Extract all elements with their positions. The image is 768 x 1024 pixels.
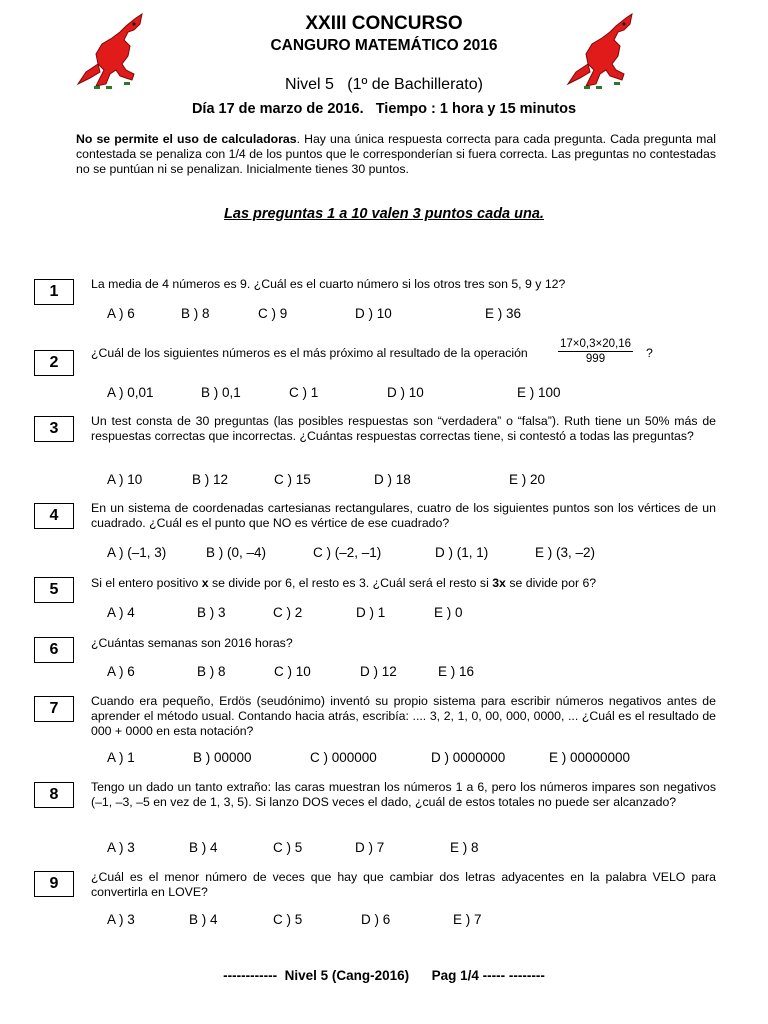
- option-a[interactable]: A ) 1: [107, 750, 135, 765]
- contest-subtitle: CANGURO MATEMÁTICO 2016: [270, 37, 498, 54]
- option-e[interactable]: E ) 20: [509, 472, 546, 487]
- option-c[interactable]: C ) (–2, –1): [313, 545, 382, 560]
- question-text: Cuando era pequeño, Erdös (seudónimo) inventó su propio sistema para escribir números negativos antes de aprender el método usual. Contando hacia atrás, escribía: .... 3, 2, 1, 0, 00, 000, 0000, ... ¿Cuál es el resultado de 000 + 0000 en esta notación?: [91, 694, 716, 738]
- question-number-box: 4: [34, 503, 74, 529]
- option-a[interactable]: A ) 3: [107, 840, 135, 855]
- question-text: Tengo un dado un tanto extraño: las caras muestran los números 1 a 6, pero los números impares son negativos (–1, –3, –5 en vez de 1, 3, 5). Si lanzo DOS veces el dado, ¿cuál de estos totales no puede ser alcanzado?: [91, 780, 716, 809]
- question-text: En un sistema de coordenadas cartesianas rectangulares, cuatro de los siguientes puntos son los vértices de un cuadrado. ¿Cuál es el punto que NO es vértice de ese cuadrado?: [91, 501, 716, 530]
- option-e[interactable]: E ) 8: [450, 840, 479, 855]
- option-c[interactable]: C ) 5: [273, 912, 303, 927]
- option-a[interactable]: A ) 4: [107, 605, 135, 620]
- variable-3x: 3x: [492, 576, 506, 590]
- fraction: [558, 338, 633, 365]
- option-b[interactable]: B ) 4: [189, 840, 218, 855]
- option-c[interactable]: C ) 10: [274, 664, 311, 679]
- page-footer: ------------ Nivel 5 (Cang-2016) Pag 1/4 ----- --------: [223, 968, 545, 983]
- option-e[interactable]: E ) 16: [438, 664, 475, 679]
- question-number-box: 5: [34, 577, 74, 603]
- option-b[interactable]: B ) 4: [189, 912, 218, 927]
- rules-text: . Hay una única respuesta correcta para cada pregunta. Cada pregunta mal contestada se penaliza con 1/4 de los puntos que le corresponderían si fuera correcta. Las preguntas no contestadas no se puntúan ni se penalizan. Inicialmente tienes 30 puntos.: [76, 132, 716, 176]
- option-a[interactable]: A ) 0,01: [107, 385, 154, 400]
- option-a[interactable]: A ) (–1, 3): [107, 545, 167, 560]
- option-e[interactable]: E ) (3, –2): [535, 545, 596, 560]
- option-c[interactable]: C ) 5: [273, 840, 303, 855]
- level-label: Nivel 5 (1º de Bachillerato): [285, 76, 483, 93]
- option-e[interactable]: E ) 00000000: [549, 750, 631, 765]
- option-c[interactable]: C ) 000000: [310, 750, 377, 765]
- option-b[interactable]: B ) (0, –4): [206, 545, 267, 560]
- question-number-box: 1: [34, 279, 74, 305]
- question-text: ¿Cuál es el menor número de veces que hay que cambiar dos letras adyacentes en la palabra VELO para convertirla en LOVE?: [91, 870, 716, 899]
- option-d[interactable]: D ) 18: [374, 472, 411, 487]
- variable-x: x: [201, 576, 209, 590]
- contest-title: XXIII CONCURSO: [305, 13, 463, 34]
- option-a[interactable]: A ) 10: [107, 472, 143, 487]
- option-a[interactable]: A ) 6: [107, 306, 135, 321]
- option-b[interactable]: B ) 3: [197, 605, 226, 620]
- question-text: Un test consta de 30 preguntas (las posibles respuestas son “verdadera” o “falsa”). Ruth tiene un 50% más de respuestas correctas que incorrectas. ¿Cuántas respuestas correctas tiene, si contestó a todas las preguntas?: [91, 414, 716, 443]
- question-number-box: 7: [34, 696, 74, 722]
- option-b[interactable]: B ) 0,1: [201, 385, 241, 400]
- question-suffix: ?: [646, 346, 653, 360]
- question-text: ¿Cuántas semanas son 2016 horas?: [91, 636, 293, 650]
- option-c[interactable]: C ) 2: [273, 605, 303, 620]
- option-a[interactable]: A ) 6: [107, 664, 135, 679]
- option-d[interactable]: D ) 6: [361, 912, 391, 927]
- option-d[interactable]: D ) 0000000: [431, 750, 506, 765]
- option-d[interactable]: D ) (1, 1): [435, 545, 489, 560]
- rules-paragraph: [76, 132, 716, 177]
- option-e[interactable]: E ) 36: [485, 306, 522, 321]
- fraction-numerator: 17×0,3×20,16: [560, 338, 631, 350]
- option-c[interactable]: C ) 1: [289, 385, 319, 400]
- question-number-box: 9: [34, 871, 74, 897]
- question-number-box: 3: [34, 416, 74, 442]
- section-title: Las preguntas 1 a 10 valen 3 puntos cada una.: [224, 206, 544, 222]
- question-number-box: 2: [34, 350, 74, 376]
- rules-bold: No se permite el uso de calculadoras: [76, 132, 297, 146]
- option-c[interactable]: C ) 9: [258, 306, 288, 321]
- question-text: ¿Cuál de los siguientes números es el más próximo al resultado de la operación: [91, 346, 528, 360]
- option-d[interactable]: D ) 7: [355, 840, 385, 855]
- date-time-label: Día 17 de marzo de 2016. Tiempo : 1 hora y 15 minutos: [191, 101, 577, 117]
- option-c[interactable]: C ) 15: [274, 472, 311, 487]
- option-d[interactable]: D ) 12: [360, 664, 397, 679]
- fraction-denominator: 999: [585, 353, 606, 365]
- question-text: La media de 4 números es 9. ¿Cuál es el cuarto número si los otros tres son 5, 9 y 12?: [91, 277, 566, 291]
- option-d[interactable]: D ) 10: [355, 306, 392, 321]
- question-number-box: 8: [34, 782, 74, 808]
- option-a[interactable]: A ) 3: [107, 912, 135, 927]
- option-b[interactable]: B ) 00000: [193, 750, 252, 765]
- option-e[interactable]: E ) 0: [434, 605, 463, 620]
- option-e[interactable]: E ) 7: [453, 912, 482, 927]
- option-b[interactable]: B ) 12: [192, 472, 229, 487]
- question-number-box: 6: [34, 637, 74, 663]
- option-d[interactable]: D ) 1: [356, 605, 386, 620]
- option-e[interactable]: E ) 100: [517, 385, 561, 400]
- option-b[interactable]: B ) 8: [197, 664, 226, 679]
- question-text: Si el entero positivo x se divide por 6, el resto es 3. ¿Cuál será el resto si 3x se divide por 6?: [91, 576, 597, 590]
- option-d[interactable]: D ) 10: [387, 385, 424, 400]
- option-b[interactable]: B ) 8: [181, 306, 210, 321]
